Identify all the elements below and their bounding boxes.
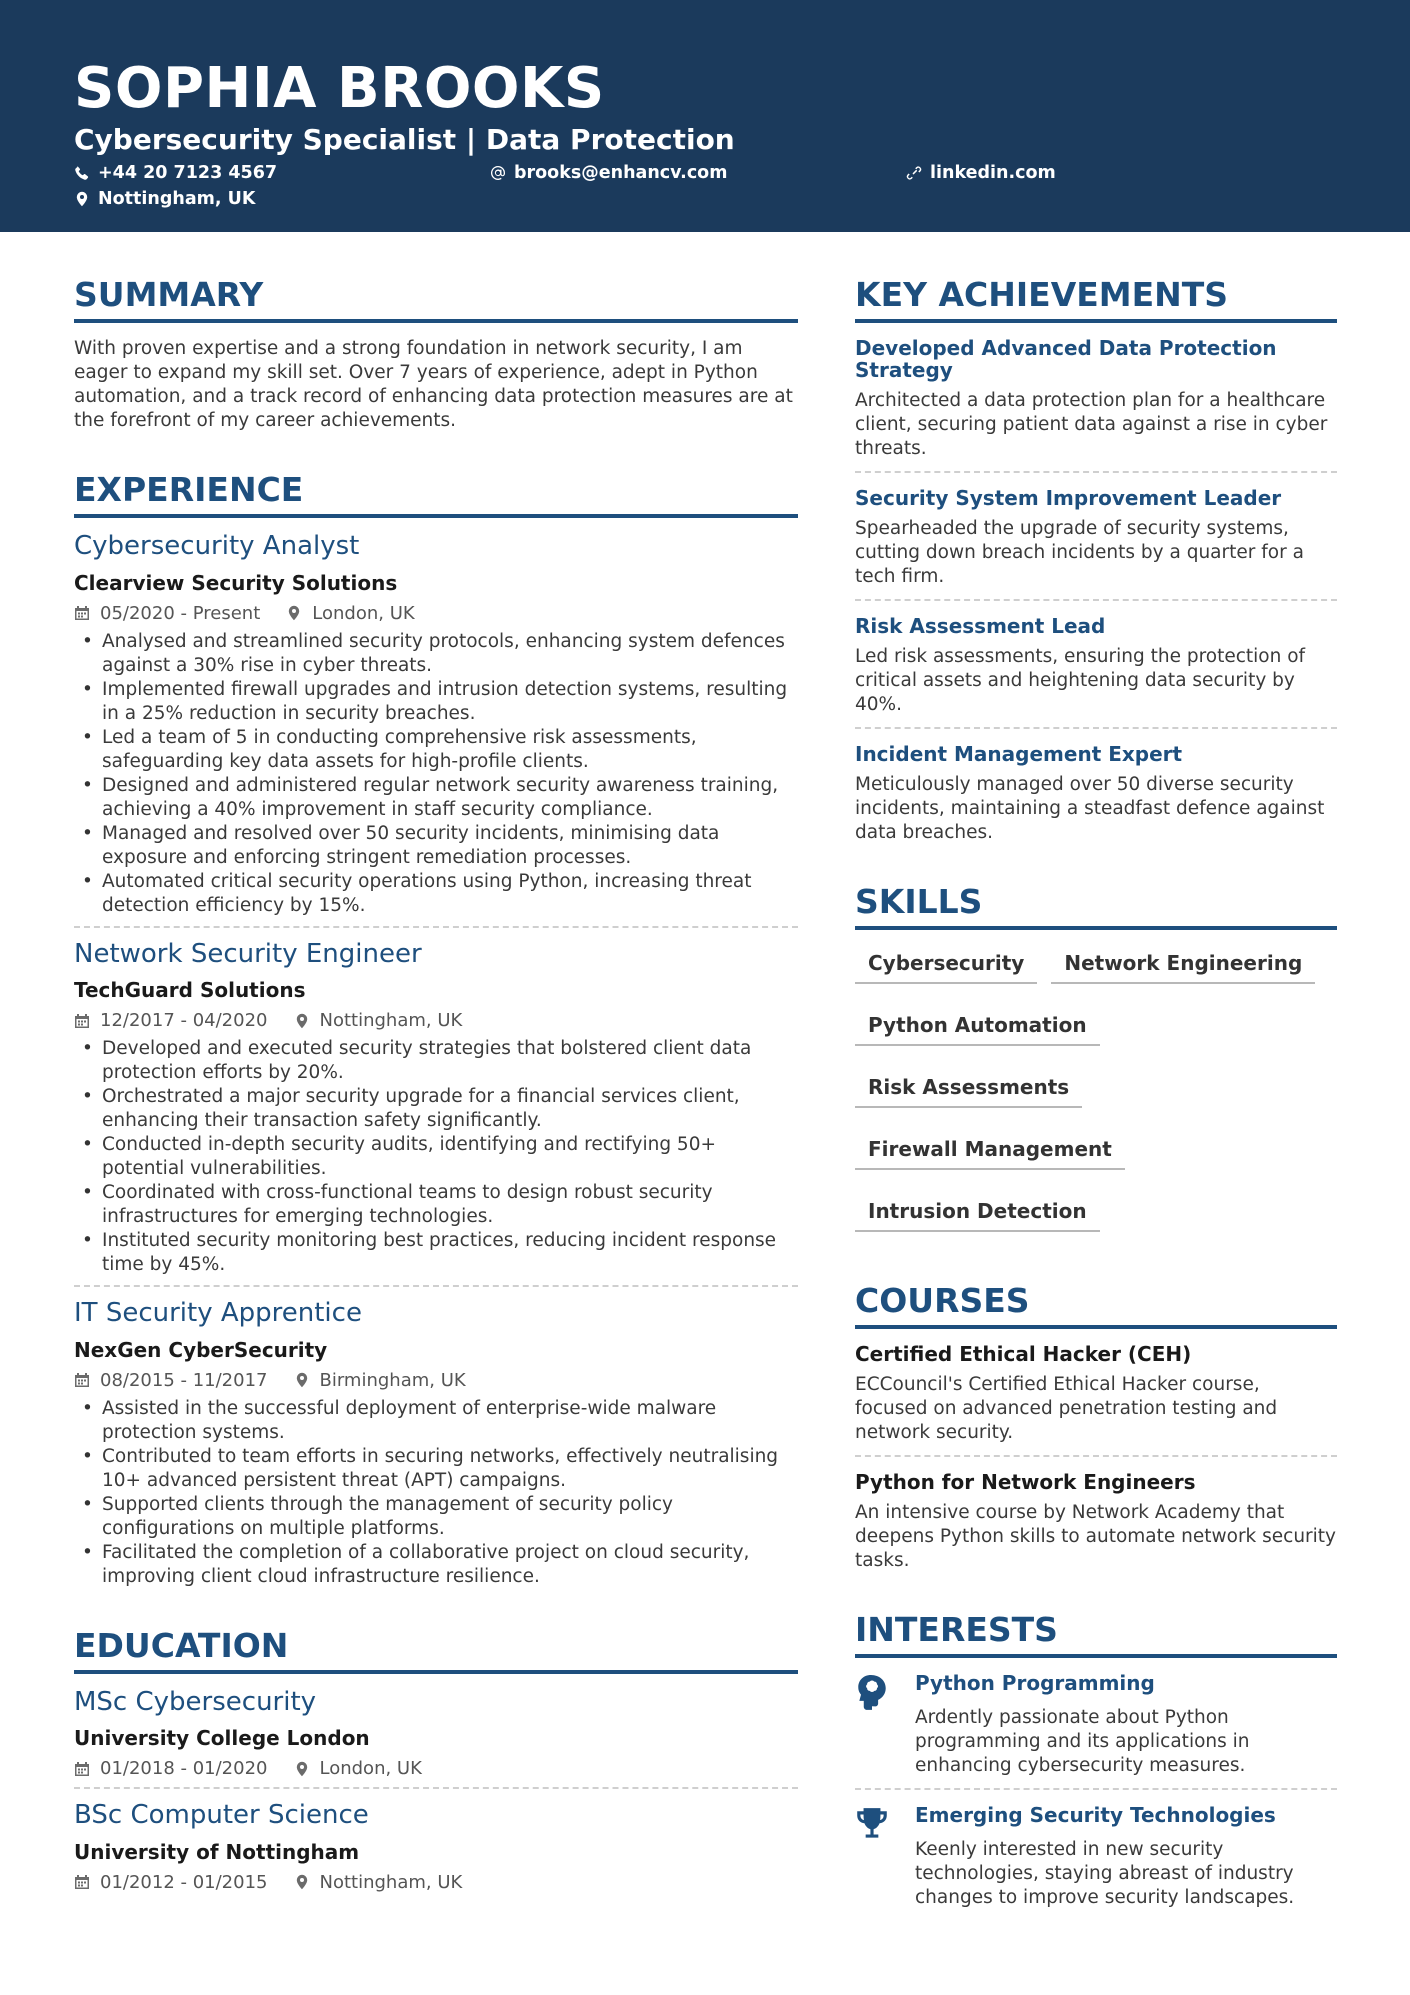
- job-location: Birmingham, UK: [319, 1369, 466, 1391]
- education-dates: 01/2018 - 01/2020: [100, 1758, 268, 1780]
- contact-location: [74, 189, 255, 209]
- skill-tag: Cybersecurity: [855, 944, 1037, 984]
- education-meta: [74, 1872, 798, 1893]
- skill-tag: Risk Assessments: [855, 1068, 1082, 1108]
- location-pin-icon: [294, 1372, 310, 1388]
- divider: [74, 1285, 798, 1287]
- course-item: [855, 1471, 1337, 1573]
- education-meta: [74, 1758, 798, 1779]
- education-entry: [74, 1801, 798, 1893]
- achievement-item: [855, 743, 1337, 845]
- job-location: Nottingham, UK: [319, 1010, 463, 1032]
- email-text: brooks@enhancv.com: [514, 163, 728, 183]
- bullet-item: • Analysed and streamlined security protocols, enhancing system defences against a 30% rise in cyber threats.: [74, 630, 798, 678]
- bullet-item: • Orchestrated a major security upgrade for a financial services client, enhancing their transaction safety significantly.: [74, 1085, 798, 1133]
- left-column: [74, 275, 798, 1899]
- job-dates: 08/2015 - 11/2017: [100, 1369, 268, 1391]
- experience-entry: [74, 940, 798, 1278]
- divider: [74, 1787, 798, 1789]
- bullet-item: • Developed and executed security strategies that bolstered client data protection efforts by 20%.: [74, 1037, 798, 1085]
- education-entry: [74, 1688, 798, 1780]
- company-name: Clearview Security Solutions: [74, 570, 398, 595]
- education-location: Nottingham, UK: [319, 1871, 463, 1893]
- phone-text: +44 20 7123 4567: [98, 163, 278, 183]
- job-title: Cybersecurity Analyst: [74, 531, 360, 561]
- brain-head-icon: [855, 1674, 889, 1712]
- bullet-item: • Facilitated the completion of a collaborative project on cloud security, improving client cloud infrastructure resilience.: [74, 1541, 798, 1589]
- skill-tag: Intrusion Detection: [855, 1192, 1100, 1232]
- contact-email[interactable]: [490, 163, 727, 183]
- company-name: TechGuard Solutions: [74, 978, 306, 1003]
- achievement-text: Architected a data protection plan for a healthcare client, securing patient data against a rise in cyber threats.: [855, 390, 1328, 459]
- interest-item: [855, 1672, 1337, 1778]
- bullet-item: • Supported clients through the management of security policy configurations on multiple platforms.: [74, 1493, 798, 1541]
- bullet-item: • Designed and administered regular network security awareness training, achieving a 40% improvement in staff security compliance.: [74, 774, 798, 822]
- experience-heading: EXPERIENCE: [74, 473, 798, 518]
- link-icon: [906, 165, 922, 181]
- calendar-icon: [74, 1372, 90, 1388]
- degree-title: BSc Computer Science: [74, 1800, 369, 1831]
- location-pin-icon: [294, 1013, 310, 1029]
- job-dates: 12/2017 - 04/2020: [100, 1010, 268, 1032]
- job-location: London, UK: [312, 602, 415, 624]
- trophy-icon: [855, 1806, 889, 1844]
- bullet-item: • Assisted in the successful deployment of enterprise-wide malware protection systems.: [74, 1397, 798, 1445]
- summary-text: With proven expertise and a strong foundation in network security, I am eager to expand my skill set. Over 7 years of experience, adept in Python automation, and a track record of enhancing data protection measures are at the forefront of my career achievements.: [74, 338, 793, 431]
- skill-tag: Python Automation: [855, 1006, 1100, 1046]
- company-name: NexGen CyberSecurity: [74, 1337, 328, 1362]
- bullet-item: • Contributed to team efforts in securing networks, effectively neutralising 10+ advanced persistent threat (APT) campaigns.: [74, 1445, 798, 1493]
- interests-heading: INTERESTS: [855, 1613, 1337, 1658]
- interest-text: Ardently passionate about Python programming and its applications in enhancing cybersecurity measures.: [915, 1707, 1250, 1776]
- bullet-item: • Managed and resolved over 50 security incidents, minimising data exposure and enforcing stringent remediation processes.: [74, 822, 798, 870]
- divider: [855, 727, 1337, 729]
- achievement-title: Incident Management Expert: [855, 742, 1183, 766]
- right-column: [855, 275, 1337, 1910]
- achievement-title: Developed Advanced Data Protection Strategy: [855, 336, 1277, 382]
- location-pin-icon: [294, 1874, 310, 1890]
- divider: [855, 471, 1337, 473]
- school-name: University College London: [74, 1726, 370, 1751]
- bullet-item: • Led a team of 5 in conducting comprehensive risk assessments, safeguarding key data assets for high-profile clients.: [74, 726, 798, 774]
- interest-title: Emerging Security Technologies: [915, 1803, 1276, 1827]
- school-name: University of Nottingham: [74, 1839, 360, 1864]
- job-meta: [74, 1010, 798, 1031]
- skill-tag: Network Engineering: [1051, 944, 1315, 984]
- location-pin-icon: [294, 1761, 310, 1777]
- job-bullets: [74, 630, 798, 918]
- linkedin-text: linkedin.com: [930, 163, 1056, 183]
- bullet-item: • Instituted security monitoring best practices, reducing incident response time by 45%.: [74, 1229, 798, 1277]
- achievement-text: Meticulously managed over 50 diverse security incidents, maintaining a steadfast defence against data breaches.: [855, 774, 1325, 843]
- course-text: ECCouncil's Certified Ethical Hacker course, focused on advanced penetration testing and network security.: [855, 1374, 1278, 1443]
- calendar-icon: [74, 605, 90, 621]
- divider: [855, 599, 1337, 601]
- location-pin-icon: [74, 191, 90, 207]
- achievements-heading: KEY ACHIEVEMENTS: [855, 278, 1337, 323]
- calendar-icon: [74, 1874, 90, 1890]
- job-bullets: [74, 1037, 798, 1277]
- skills-list: [855, 944, 1337, 1254]
- experience-entry: [74, 1299, 798, 1589]
- achievement-item: [855, 337, 1337, 461]
- at-sign-icon: [490, 165, 506, 181]
- job-dates: 05/2020 - Present: [100, 602, 261, 624]
- contact-phone: [74, 163, 277, 183]
- achievement-text: Led risk assessments, ensuring the protection of critical assets and heightening data security by 40%.: [855, 646, 1306, 715]
- divider: [74, 926, 798, 928]
- candidate-tagline: Cybersecurity Specialist | Data Protection: [74, 123, 735, 156]
- achievement-title: Risk Assessment Lead: [855, 614, 1106, 638]
- phone-icon: [74, 165, 90, 181]
- achievement-text: Spearheaded the upgrade of security systems, cutting down breach incidents by a quarter for a tech firm.: [855, 518, 1304, 587]
- interest-text: Keenly interested in new security technologies, staying abreast of industry changes to improve security landscapes.: [915, 1839, 1295, 1908]
- calendar-icon: [74, 1013, 90, 1029]
- location-text: Nottingham, UK: [98, 189, 256, 209]
- job-bullets: [74, 1397, 798, 1589]
- interest-title: Python Programming: [915, 1671, 1155, 1695]
- course-title: Certified Ethical Hacker (CEH): [855, 1342, 1192, 1366]
- education-location: London, UK: [319, 1758, 422, 1780]
- interest-item: [855, 1804, 1337, 1910]
- experience-entry: [74, 532, 798, 918]
- divider: [855, 1788, 1337, 1790]
- skill-tag: Firewall Management: [855, 1130, 1125, 1170]
- degree-title: MSc Cybersecurity: [74, 1686, 317, 1717]
- job-title: IT Security Apprentice: [74, 1298, 362, 1329]
- bullet-item: • Coordinated with cross-functional teams to design robust security infrastructures for emerging technologies.: [74, 1181, 798, 1229]
- course-text: An intensive course by Network Academy that deepens Python skills to automate network security tasks.: [855, 1502, 1337, 1571]
- achievement-item: [855, 615, 1337, 717]
- job-title: Network Security Engineer: [74, 938, 422, 969]
- achievement-item: [855, 487, 1337, 589]
- education-heading: EDUCATION: [74, 1629, 798, 1674]
- calendar-icon: [74, 1761, 90, 1777]
- summary-heading: SUMMARY: [74, 278, 798, 323]
- skills-heading: SKILLS: [855, 885, 1337, 930]
- course-title: Python for Network Engineers: [855, 1470, 1196, 1494]
- courses-heading: COURSES: [855, 1284, 1337, 1329]
- job-meta: [74, 603, 798, 624]
- bullet-item: • Implemented firewall upgrades and intrusion detection systems, resulting in a 25% reduction in security breaches.: [74, 678, 798, 726]
- course-item: [855, 1343, 1337, 1445]
- achievement-title: Security System Improvement Leader: [855, 486, 1282, 510]
- resume-header: [0, 0, 1410, 232]
- bullet-item: • Conducted in-depth security audits, identifying and rectifying 50+ potential vulnerabilities.: [74, 1133, 798, 1181]
- job-meta: [74, 1370, 798, 1391]
- contact-linkedin[interactable]: [906, 163, 1056, 183]
- divider: [855, 1455, 1337, 1457]
- education-dates: 01/2012 - 01/2015: [100, 1871, 268, 1893]
- bullet-item: • Automated critical security operations using Python, increasing threat detection efficiency by 15%.: [74, 870, 798, 918]
- candidate-name: SOPHIA BROOKS: [74, 56, 605, 121]
- location-pin-icon: [286, 605, 302, 621]
